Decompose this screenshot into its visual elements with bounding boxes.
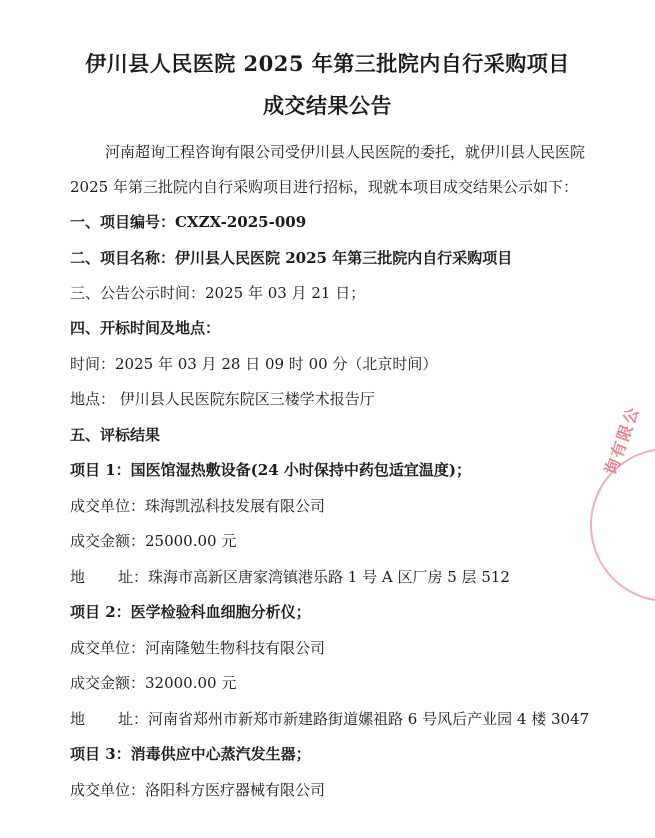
- address-label-a: 地: [70, 710, 86, 728]
- item-3-unit: 成交单位：洛阳科方医疗器械有限公司: [70, 781, 326, 799]
- section-project-name: 二、项目名称：伊川县人民医院 2025 年第三批院内自行采购项目: [70, 249, 513, 267]
- section-bid-opening: 四、开标时间及地点：: [70, 319, 221, 337]
- item-1-amount: 成交金额：25000.00 元: [70, 532, 237, 550]
- item-2-unit: 成交单位：河南隆勉生物科技有限公司: [70, 639, 326, 657]
- intro-line-1: 河南超询工程咨询有限公司受伊川县人民医院的委托，就伊川县人民医院: [105, 143, 586, 161]
- bid-opening-time: 时间：2025 年 03 月 28 日 09 时 00 分（北京时间）: [70, 355, 438, 373]
- address-label-a: 地: [70, 568, 86, 586]
- item-2-heading: 项目 2：医学检验科血细胞分析仪；: [70, 603, 311, 621]
- address-value: 河南省郑州市新郑市新建路街道嫘祖路 6 号风后产业园 4 楼 3047: [148, 710, 590, 728]
- item-2-address: [70, 709, 589, 729]
- title-line-2: 成交结果公告: [263, 93, 392, 118]
- address-value: 珠海市高新区唐家湾镇港乐路 1 号 A 区厂房 5 层 512: [148, 568, 510, 586]
- company-seal: [590, 448, 655, 602]
- title-line-1: 伊川县人民医院 2025 年第三批院内自行采购项目: [85, 51, 570, 76]
- address-label-b: 址：: [118, 568, 149, 586]
- item-1-address: [70, 567, 510, 587]
- intro-line-2: 2025 年第三批院内自行采购项目进行招标，现就本项目成交结果公示如下：: [70, 178, 578, 196]
- item-1-unit: 成交单位：珠海凯泓科技发展有限公司: [70, 497, 326, 515]
- item-2-amount: 成交金额：32000.00 元: [70, 674, 237, 692]
- address-label-b: 址：: [118, 710, 149, 728]
- company-seal-text: 询有限公: [600, 403, 644, 478]
- section-evaluation-results: 五、评标结果: [70, 426, 161, 444]
- item-1-heading: 项目 1：国医馆湿热敷设备(24 小时保持中药包适宜温度)；: [70, 461, 471, 479]
- section-project-number: 一、项目编号：CXZX-2025-009: [70, 213, 307, 231]
- section-announcement-time: 三、公告公示时间：2025 年 03 月 21 日；: [70, 284, 366, 302]
- item-3-heading: 项目 3：消毒供应中心蒸汽发生器；: [70, 745, 311, 763]
- bid-opening-place: 地点： 伊川县人民医院东院区三楼学术报告厅: [70, 390, 375, 408]
